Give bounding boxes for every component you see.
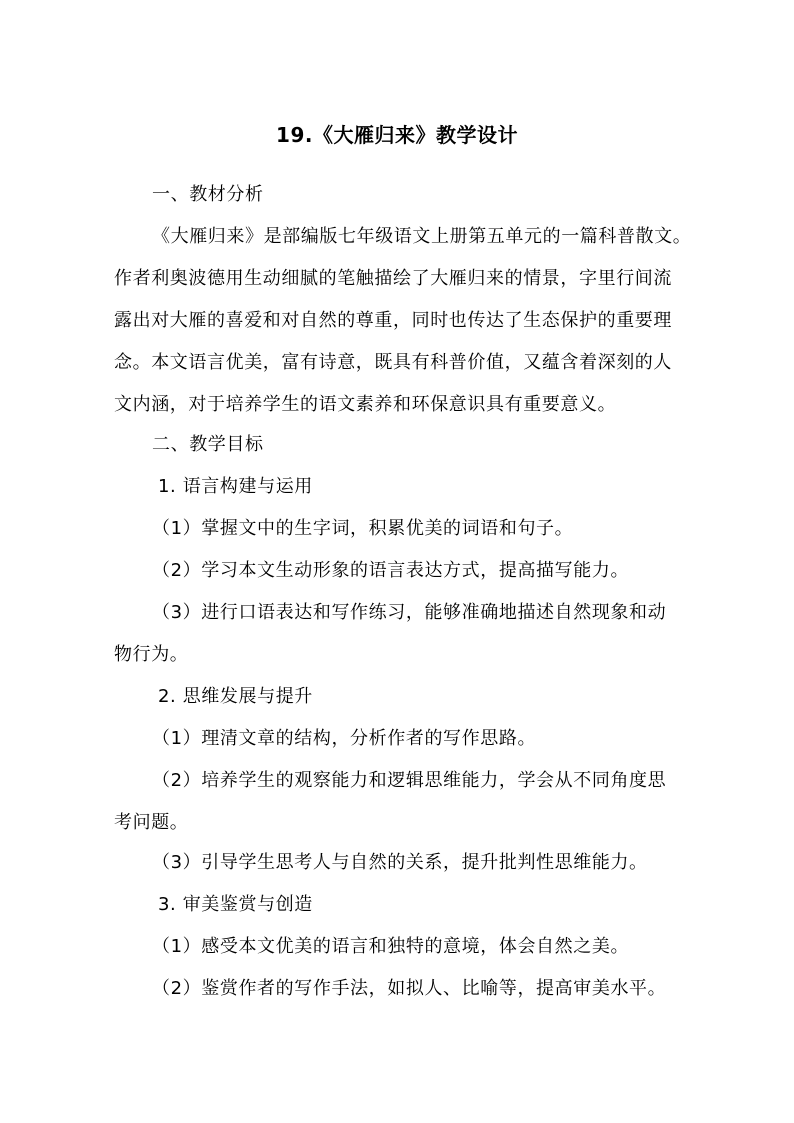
document-title: 19.《大雁归来》教学设计 (276, 123, 518, 147)
list-item: （1）理清文章的结构，分析作者的写作思路。 (152, 728, 537, 749)
list-item: （2）鉴赏作者的写作手法，如拟人、比喻等，提高审美水平。 (152, 978, 667, 999)
paragraph-line: 作者利奥波德用生动细腻的笔触描绘了大雁归来的情景，字里行间流 (114, 268, 672, 289)
section-heading-material-analysis: 一、教材分析 (152, 184, 264, 205)
list-item: （1）掌握文中的生字词，积累优美的词语和句子。 (152, 518, 574, 539)
list-item: （1）感受本文优美的语言和独特的意境，体会自然之美。 (152, 936, 630, 957)
list-item: （2）学习本文生动形象的语言表达方式，提高描写能力。 (152, 560, 630, 581)
list-item-continuation: 考问题。 (114, 812, 189, 833)
paragraph-line: 露出对大雁的喜爱和对自然的尊重，同时也传达了生态保护的重要理 (114, 310, 672, 331)
paragraph-line: 念。本文语言优美，富有诗意，既具有科普价值，又蕴含着深刻的人 (114, 352, 672, 373)
subheading-language: 1. 语言构建与运用 (158, 476, 313, 497)
list-item: （3）进行口语表达和写作练习，能够准确地描述自然现象和动 (152, 602, 667, 623)
section-heading-teaching-goals: 二、教学目标 (152, 434, 264, 455)
list-item: （2）培养学生的观察能力和逻辑思维能力，学会从不同角度思 (152, 770, 667, 791)
list-item: （3）引导学生思考人与自然的关系，提升批判性思维能力。 (152, 852, 648, 873)
list-item-continuation: 物行为。 (114, 644, 189, 665)
subheading-aesthetics: 3. 审美鉴赏与创造 (158, 894, 313, 915)
paragraph-line: 《大雁归来》是部编版七年级语文上册第五单元的一篇科普散文。 (152, 226, 692, 247)
paragraph-line: 文内涵，对于培养学生的语文素养和环保意识具有重要意义。 (114, 394, 617, 415)
subheading-thinking: 2. 思维发展与提升 (158, 686, 313, 707)
